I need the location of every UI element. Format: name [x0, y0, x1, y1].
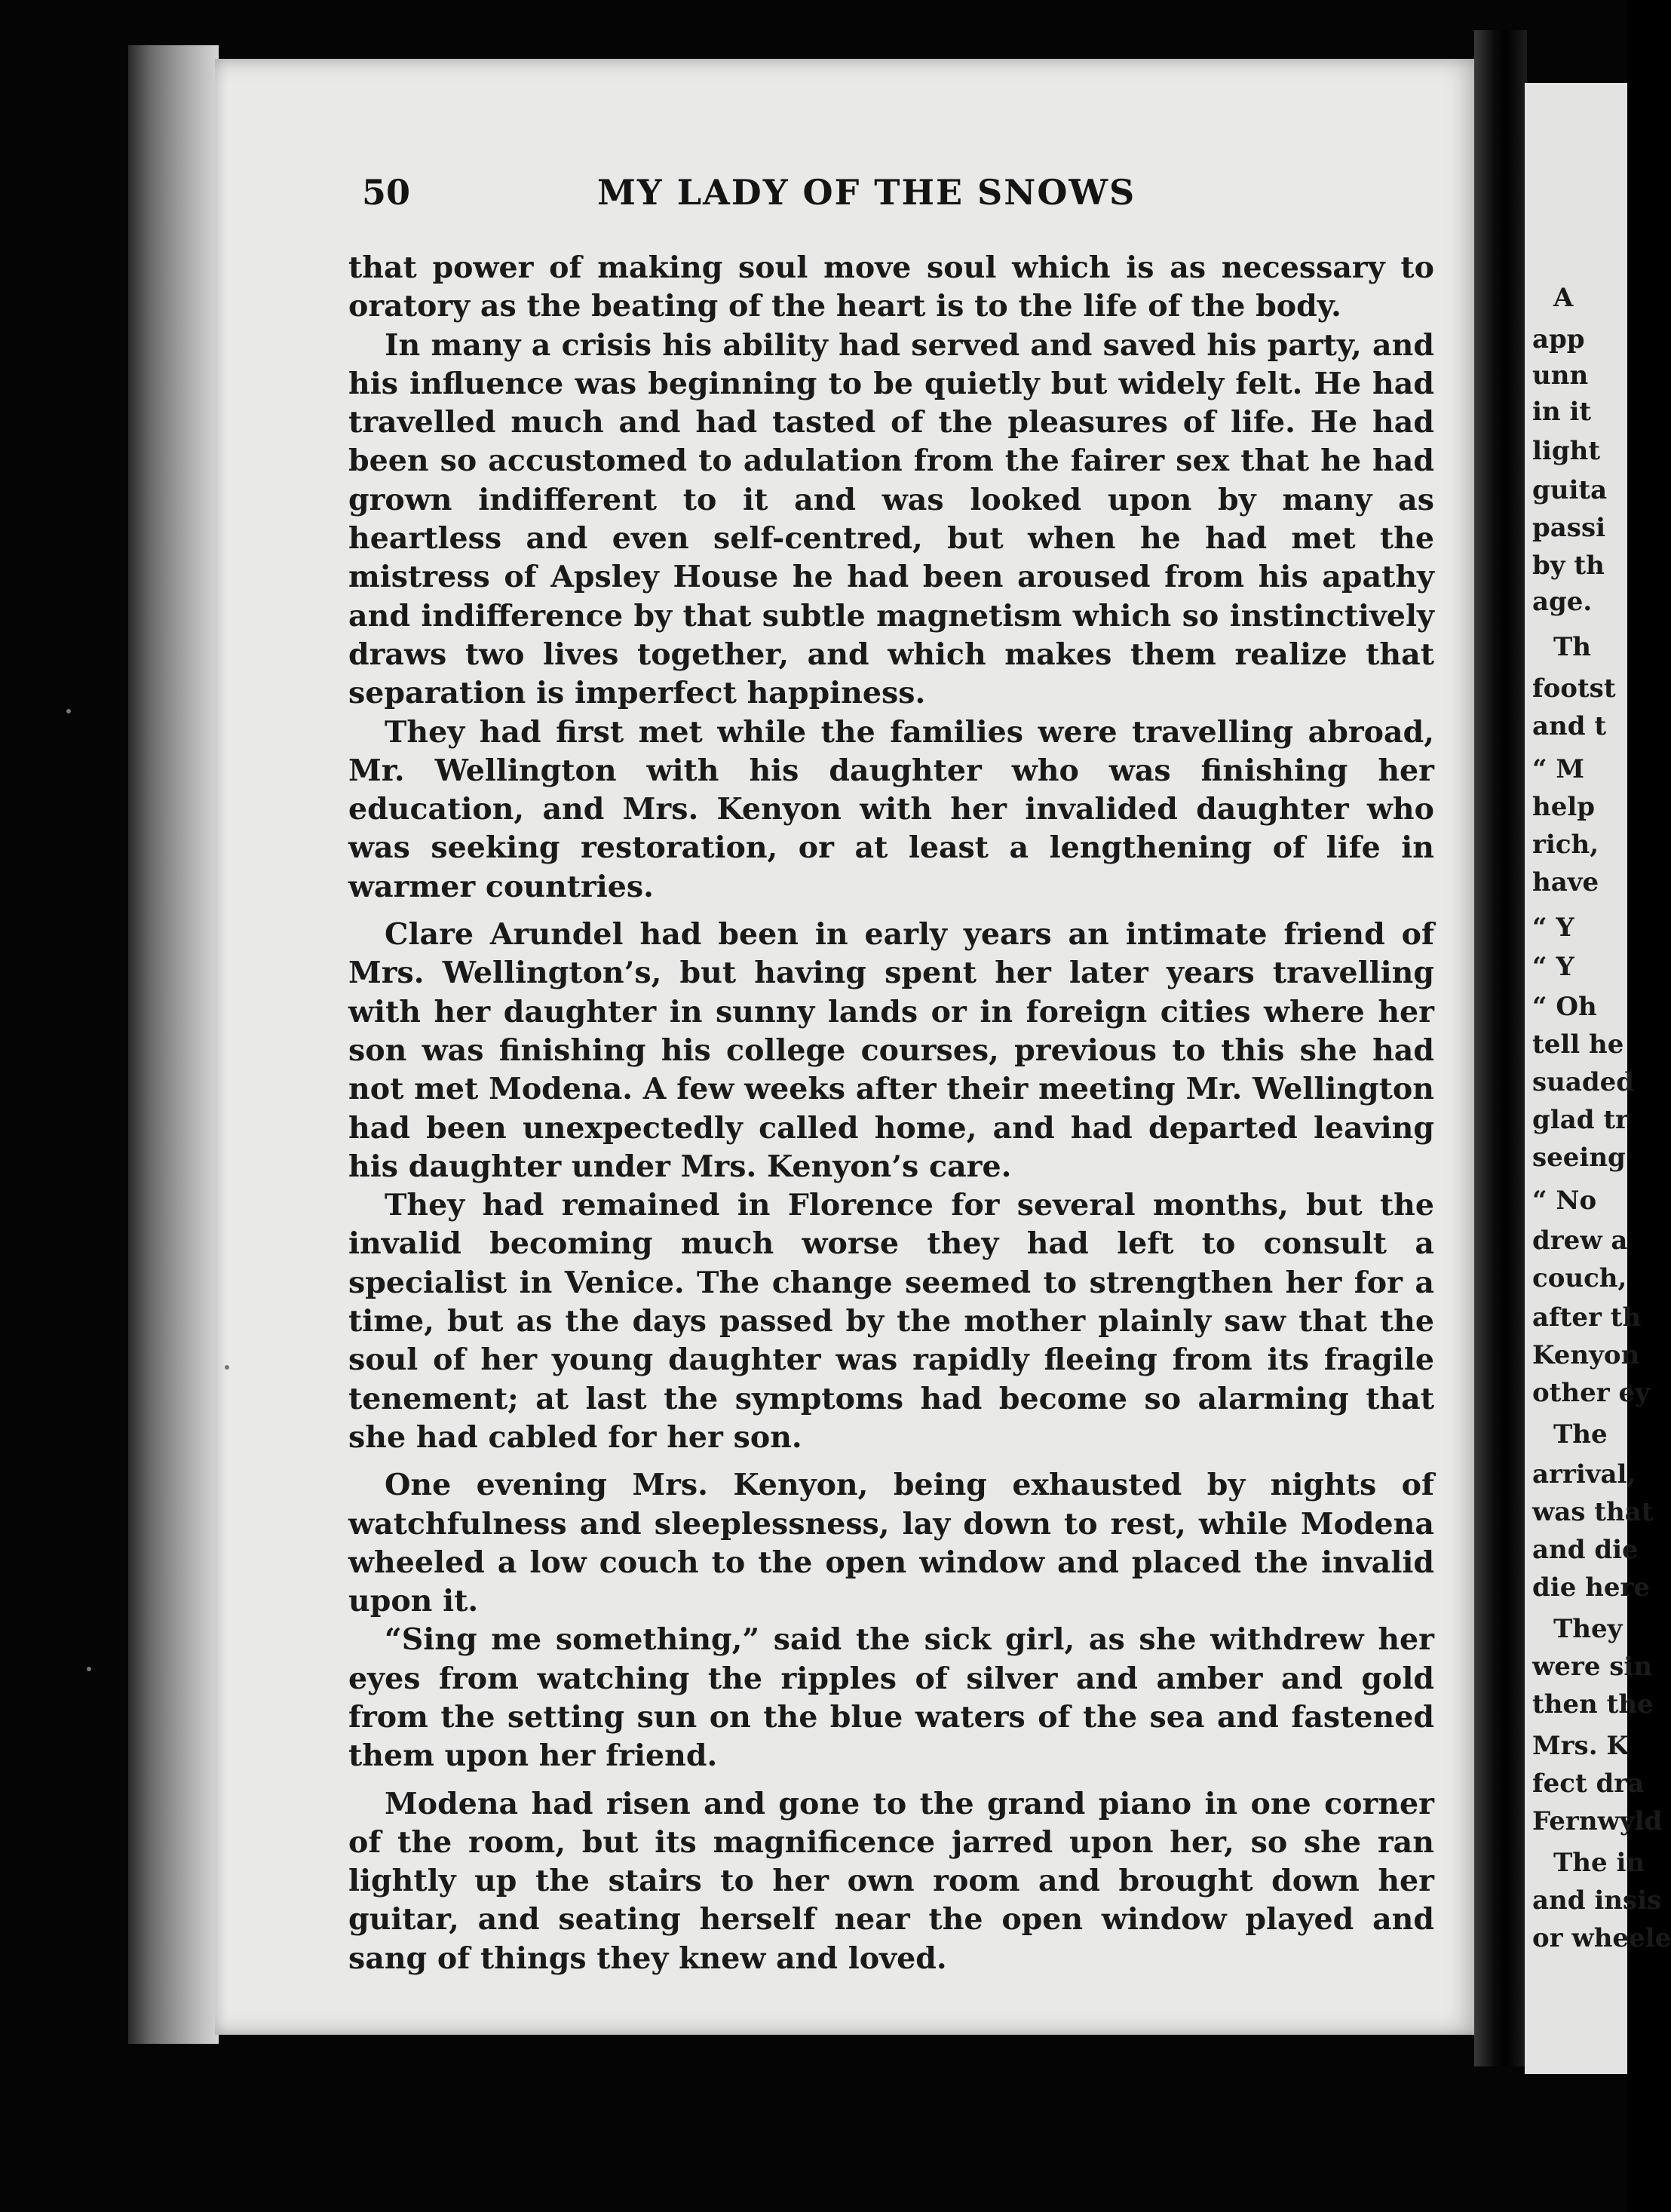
running-title: MY LADY OF THE SNOWS	[597, 172, 1136, 213]
facing-page-fragment: The	[1553, 1419, 1608, 1450]
facing-page-fragment: was that	[1532, 1497, 1654, 1527]
facing-page-fragment: light	[1532, 436, 1601, 466]
page-crease	[1474, 30, 1527, 2066]
facing-page-fragment: passi	[1532, 513, 1606, 543]
paragraph: Clare Arundel had been in early years an intimate friend of Mrs. Wellington’s, but having spent her later years travelling with her daughter in sunny lands or in foreign cities where her son was finishing his college courses, previous to this she had not met Modena. A few weeks after their meeting Mr. Wellington had been unexpectedly called home, and had departed leaving his daughter under Mrs. Kenyon’s care.	[348, 917, 1434, 1184]
facing-page-fragment: Fernwyld	[1532, 1806, 1663, 1836]
facing-page-fragment: fect dra	[1532, 1769, 1645, 1799]
facing-page-fragment: help	[1532, 792, 1596, 822]
page-number: 50	[362, 172, 411, 213]
facing-page-fragment: couch,	[1532, 1263, 1627, 1293]
facing-page-fragment: The in	[1553, 1848, 1645, 1878]
facing-page-fragment: then the	[1532, 1689, 1654, 1720]
facing-page-fragment: after th	[1532, 1302, 1642, 1333]
facing-page-fragment: glad tr	[1532, 1105, 1629, 1135]
facing-page-fragment: “ Oh	[1532, 992, 1597, 1022]
paragraph: They had first met while the families were travelling abroad, Mr. Wellington with his daughter who was finishing her education, and Mrs. Kenyon with her invalided daughter who was seeking restoration, or at least a lengthening of life in warmer countries.	[348, 714, 1434, 904]
facing-page-fragment: app	[1532, 324, 1585, 354]
facing-page-fragment: other ey	[1532, 1378, 1650, 1408]
facing-page-fragment: seeing	[1532, 1143, 1626, 1173]
facing-page-fragment: by th	[1532, 551, 1605, 581]
facing-page-fragment: A	[1553, 283, 1574, 313]
facing-page-fragment: age.	[1532, 587, 1593, 617]
facing-page-fragment: unn	[1532, 360, 1589, 391]
paragraph: Modena had risen and gone to the grand piano in one corner of the room, but its magnificence jarred upon her, so she ran lightly up the stairs to her own room and brought down her guitar, and seating herself near the open window played and sang of things they knew and loved.	[348, 1786, 1434, 1976]
paragraph: They had remained in Florence for several months, but the invalid becoming much worse they had left to consult a specialist in Venice. The change seemed to strengthen her for a time, but as the days passed by the mother plainly saw that the soul of her young daughter was rapidly fleeing from its fragile tenement; at last the symptoms had become so alarming that she had cabled for her son.	[348, 1188, 1434, 1455]
facing-page-fragment: in it	[1532, 397, 1592, 427]
facing-page-fragment: and die	[1532, 1535, 1639, 1565]
facing-page-fragment: were sin	[1532, 1652, 1653, 1682]
facing-page-fragment: footst	[1532, 673, 1616, 704]
facing-page-fragment: They	[1553, 1614, 1623, 1644]
book-binding-edge	[128, 45, 219, 2044]
facing-page-fragment: “ Y	[1532, 913, 1574, 943]
scan-speck	[87, 1667, 91, 1671]
paragraph: “Sing me something,” said the sick girl, as she withdrew her eyes from watching the ripples of silver and amber and gold from the setting sun on the blue waters of the sea and fastened them upon her friend.	[348, 1622, 1434, 1774]
facing-page-fragment: and insis	[1532, 1885, 1662, 1916]
facing-page-fragment: tell he	[1532, 1029, 1624, 1060]
facing-page-fragment: Kenyon	[1532, 1340, 1640, 1370]
facing-page-fragment: Th	[1553, 632, 1592, 662]
facing-page-fragment: have	[1532, 867, 1599, 897]
paragraph: that power of making soul move soul which is as necessary to oratory as the beating of the heart is to the life of the body.	[348, 250, 1434, 324]
facing-page-fragment: Mrs. K	[1532, 1731, 1629, 1761]
facing-page-fragment: suaded	[1532, 1067, 1635, 1097]
paragraph: In many a crisis his ability had served and saved his party, and his influence was beginning to be quietly but widely felt. He had travelled much and had tasted of the pleasures of life. He had been so accustomed to adulation from the fairer sex that he had grown indifferent to it and was looked upon by many as heartless and even self-centred, but when he had met the mistress of Apsley House he had been aroused from his apathy and indifference by that subtle magnetism which so instinctively draws two lives together, and which makes them realize that separation is imperfect happiness.	[348, 327, 1434, 711]
facing-page-fragment: rich,	[1532, 830, 1599, 860]
facing-page-fragment: arrival,	[1532, 1459, 1636, 1489]
facing-page-fragment: “ Y	[1532, 952, 1574, 982]
facing-page-fragment: and t	[1532, 711, 1607, 741]
scan-speck	[225, 1365, 229, 1370]
facing-page-fragment: drew a	[1532, 1226, 1628, 1256]
facing-page-fragment: “ No	[1532, 1186, 1597, 1216]
body-text	[348, 249, 1434, 1978]
facing-page-fragment: or wheele	[1532, 1923, 1671, 1953]
facing-page-fragment: “ M	[1532, 754, 1585, 784]
facing-page-fragment: die here	[1532, 1572, 1651, 1603]
scan-speck	[66, 709, 71, 713]
facing-page-fragment: guita	[1532, 475, 1608, 505]
paragraph: One evening Mrs. Kenyon, being exhausted by nights of watchfulness and sleeplessness, lay down to rest, while Modena wheeled a low couch to the open window and placed the invalid upon it.	[348, 1468, 1434, 1619]
page-header	[362, 172, 1448, 217]
